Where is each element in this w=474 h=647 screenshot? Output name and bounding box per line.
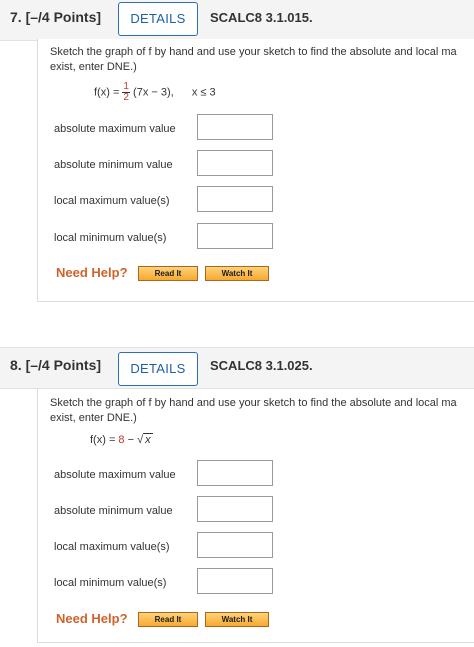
watch-it-button[interactable]: Watch It <box>205 612 269 627</box>
question-number: 8. [–/4 Points] <box>10 357 102 373</box>
question-number: 7. [–/4 Points] <box>10 9 102 25</box>
formula-lhs: f(x) = <box>94 86 123 99</box>
question-prompt <box>50 45 457 75</box>
abs-min-input[interactable] <box>197 150 273 176</box>
local-max-label: local maximum value(s) <box>54 541 170 553</box>
fraction-numerator: 1 <box>123 81 129 92</box>
abs-min-input[interactable] <box>197 496 273 522</box>
question-code: SCALC8 3.1.025. <box>210 358 313 373</box>
watch-it-button[interactable]: Watch It <box>205 266 269 281</box>
local-max-label: local maximum value(s) <box>54 195 170 207</box>
formula-lhs: f(x) = <box>90 434 119 446</box>
local-min-input[interactable] <box>197 568 273 594</box>
local-min-label: local minimum value(s) <box>54 577 167 589</box>
local-max-input[interactable] <box>197 186 273 212</box>
question-prompt <box>50 396 457 426</box>
prompt-line-1: Sketch the graph of f by hand and use your sketch to find the absolute and local ma <box>50 397 457 409</box>
abs-max-input[interactable] <box>197 114 273 140</box>
formula-condition: x ≤ 3 <box>191 86 216 99</box>
formula-fraction <box>122 82 130 103</box>
read-it-button[interactable]: Read It <box>138 612 198 627</box>
local-min-label: local minimum value(s) <box>54 232 167 244</box>
abs-max-input[interactable] <box>197 460 273 486</box>
function-formula <box>90 434 153 446</box>
abs-min-label: absolute minimum value <box>54 159 173 171</box>
formula-rhs: (7x − 3), <box>133 86 174 99</box>
fraction-denominator: 2 <box>123 92 129 103</box>
local-max-input[interactable] <box>197 532 273 558</box>
need-help-label: Need Help? <box>56 265 128 280</box>
abs-min-label: absolute minimum value <box>54 505 173 517</box>
question-7-header <box>0 0 474 41</box>
question-8-body <box>37 389 474 643</box>
local-min-input[interactable] <box>197 223 273 249</box>
formula-operator: − √ <box>127 434 144 446</box>
read-it-button[interactable]: Read It <box>138 266 198 281</box>
formula-constant: 8 <box>118 434 125 446</box>
abs-max-label: absolute maximum value <box>54 469 176 481</box>
prompt-line-1: Sketch the graph of f by hand and use your sketch to find the absolute and local ma <box>50 46 457 58</box>
question-code: SCALC8 3.1.015. <box>210 10 313 25</box>
question-8-header <box>0 347 474 389</box>
function-formula <box>94 82 216 103</box>
prompt-line-2: exist, enter DNE.) <box>50 412 137 424</box>
need-help-label: Need Help? <box>56 611 128 626</box>
details-button[interactable]: DETAILS <box>118 2 198 36</box>
prompt-line-2: exist, enter DNE.) <box>50 61 137 73</box>
abs-max-label: absolute maximum value <box>54 123 176 135</box>
sqrt-argument: x <box>145 434 151 446</box>
details-button[interactable]: DETAILS <box>118 352 198 386</box>
question-7-body <box>37 39 474 302</box>
